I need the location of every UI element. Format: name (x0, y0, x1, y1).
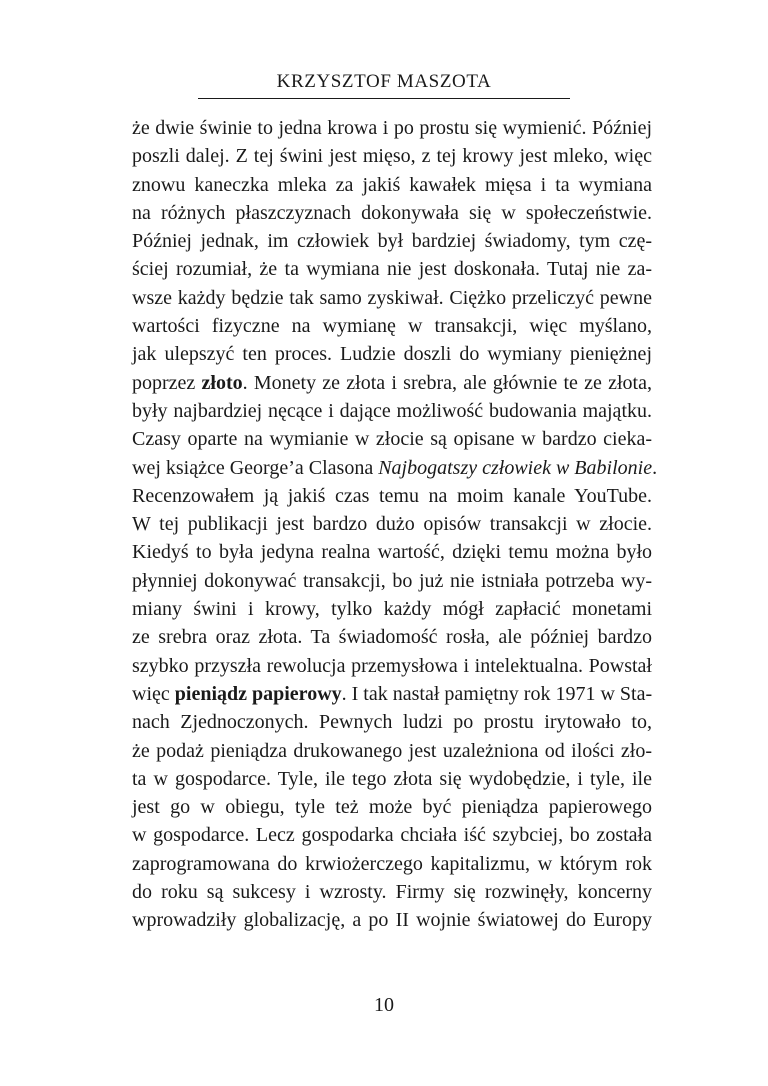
text-run: wej książce George’a Clasona (132, 456, 379, 479)
text-line: miany świni i krowy, tylko każdy mógł zapłacić monetami (132, 598, 652, 621)
text-line: że dwie świnie to jedna krowa i po prostu się wymienić. Później (132, 117, 652, 139)
text-line: płynniej dokonywać transakcji, bo już nie istniała potrzeba wy- (132, 569, 652, 592)
text-line: Kiedyś to była jedyna realna wartość, dzięki temu można było (132, 541, 652, 564)
body-text (132, 114, 658, 935)
text-line: zaprogramowana do krwiożerczego kapitalizmu, w którym rok (132, 852, 652, 875)
book-title: Najbogatszy człowiek w Babilonie (378, 456, 653, 479)
text-run: . (652, 456, 658, 479)
bold-term-paper-money: pieniądz papierowy (174, 682, 342, 705)
header-rule (198, 98, 570, 99)
text-line: szybko przyszła rewolucja przemysłowa i intelektualna. Powstał (132, 654, 652, 677)
text-line (132, 369, 652, 397)
bold-term-gold: złoto (201, 371, 243, 394)
text-line: wartości fizyczne na wymianę w transakcji, więc myślano, (132, 315, 652, 338)
text-line: do roku są sukcesy i wzrosty. Firmy się rozwinęły, koncerny (132, 881, 652, 904)
text-line: poszli dalej. Z tej świni jest mięso, z tej krowy jest mleko, więc (132, 145, 652, 168)
running-header: KRZYSZTOF MASZOTA (276, 71, 492, 92)
text-line: W tej publikacji jest bardzo dużo opisów transakcji w złocie. (132, 513, 652, 536)
text-line: Czasy oparte na wymianie w złocie są opisane w bardzo cieka- (132, 428, 652, 451)
text-run: więc (132, 682, 175, 705)
text-line: wprowadziły globalizację, a po II wojnie światowej do Europy (132, 909, 652, 932)
text-line: Recenzowałem ją jakiś czas temu na moim kanale YouTube. (132, 484, 652, 507)
text-line: jest go w obiegu, tyle też może być pieniądza papierowego (132, 796, 652, 819)
text-run: poprzez (132, 371, 202, 394)
page-number: 10 (374, 994, 394, 1016)
text-line: były najbardziej nęcące i dające możliwość budowania majątku. (132, 399, 652, 422)
text-line: na różnych płaszczyznach dokonywała się w społeczeństwie. (132, 201, 652, 224)
text-line: znowu kaneczka mleka za jakiś kawałek mięsa i ta wymiana (132, 173, 652, 196)
text-line: nach Zjednoczonych. Pewnych ludzi po prostu irytowało to, (132, 711, 652, 734)
text-line: w gospodarce. Lecz gospodarka chciała iść szybciej, bo została (132, 824, 652, 847)
text-line: jak ulepszyć ten proces. Ludzie doszli do wymiany pieniężnej (132, 343, 652, 366)
text-run: . Monety ze złota i srebra, ale głównie te ze złota, (242, 371, 652, 394)
text-line (132, 680, 652, 708)
text-line: wsze każdy będzie tak samo zyskiwał. Ciężko przeliczyć pewne (132, 286, 652, 309)
text-line (132, 454, 658, 482)
text-line: ze srebra oraz złota. Ta świadomość rosła, ale później bardzo (132, 626, 652, 649)
text-line: Później jednak, im człowiek był bardziej świadomy, tym czę- (132, 230, 652, 253)
text-run: . I tak nastał pamiętny rok 1971 w Sta- (341, 682, 653, 705)
text-line: ściej rozumiał, że ta wymiana nie jest doskonała. Tutaj nie za- (132, 258, 652, 281)
text-line: ta w gospodarce. Tyle, ile tego złota się wydobędzie, i tyle, ile (132, 767, 652, 790)
text-line: że podaż pieniądza drukowanego jest uzależniona od ilości zło- (132, 739, 652, 762)
